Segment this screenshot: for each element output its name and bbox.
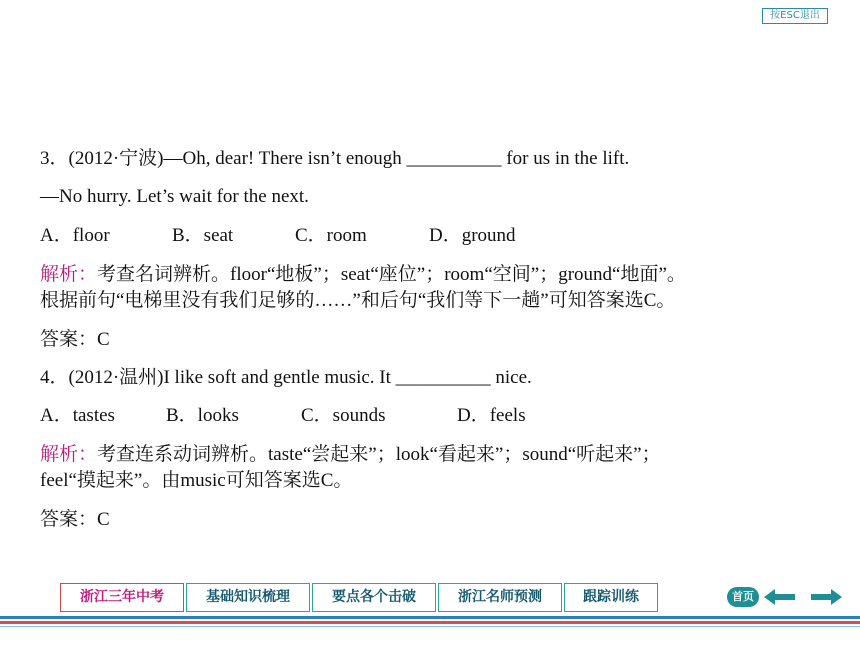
esc-exit-button[interactable]: 按ESC退出 (762, 8, 828, 24)
q3-analysis-text1: 考查名词辨析。floor“地板”；seat“座位”；room“空间”；ground“地面”。 (97, 264, 686, 285)
q4-option-a: A．tastes (40, 405, 115, 426)
left-arrow-icon[interactable] (764, 588, 796, 606)
tab-key-points[interactable]: 要点各个击破 (312, 583, 436, 612)
q3-analysis-line1 (40, 262, 830, 288)
home-button[interactable]: 首页 (727, 587, 759, 607)
q3-option-d: D．ground (429, 225, 516, 246)
q3-option-b: B．seat (172, 225, 234, 246)
q3-analysis-label: 解析： (40, 264, 98, 285)
q3-answer: 答案：C (40, 329, 110, 350)
tab-tracking-practice[interactable]: 跟踪训练 (564, 583, 658, 612)
q3-stem: 3．(2012·宁波)—Oh, dear! There isn’t enough __________ for us in the lift. (40, 148, 630, 169)
footer-bar-thin (0, 626, 860, 627)
tab-zhejiang-exams[interactable]: 浙江三年中考 (60, 583, 184, 612)
footer-bar-red (0, 621, 860, 624)
tab-basic-knowledge[interactable]: 基础知识梳理 (186, 583, 310, 612)
q4-options (40, 403, 830, 429)
right-arrow-icon[interactable] (811, 588, 843, 606)
q4-analysis-line1 (40, 442, 830, 468)
q3-option-c: C．room (295, 225, 367, 246)
q3-analysis-line2: 根据前句“电梯里没有我们足够的……”和后句“我们等下一趟”可知答案选C。 (40, 290, 676, 311)
q3-response: —No hurry. Let’s wait for the next. (40, 186, 309, 207)
q4-analysis-line2: feel“摸起来”。由music可知答案选C。 (40, 470, 353, 491)
footer-bar-blue (0, 616, 860, 619)
bottom-nav (60, 583, 658, 612)
q3-options (40, 223, 830, 249)
tab-teacher-predictions[interactable]: 浙江名师预测 (438, 583, 562, 612)
q4-option-d: D．feels (457, 405, 526, 426)
q4-option-c: C．sounds (301, 405, 386, 426)
q4-option-b: B．looks (166, 405, 239, 426)
q4-stem: 4．(2012·温州)I like soft and gentle music. It __________ nice. (40, 367, 532, 388)
q4-answer: 答案：C (40, 509, 110, 530)
q3-option-a: A．floor (40, 225, 110, 246)
question-content (40, 146, 830, 533)
q4-analysis-label: 解析： (40, 444, 98, 465)
q4-analysis-text1: 考查连系动词辨析。taste“尝起来”；look“看起来”；sound“听起来”； (97, 444, 661, 465)
